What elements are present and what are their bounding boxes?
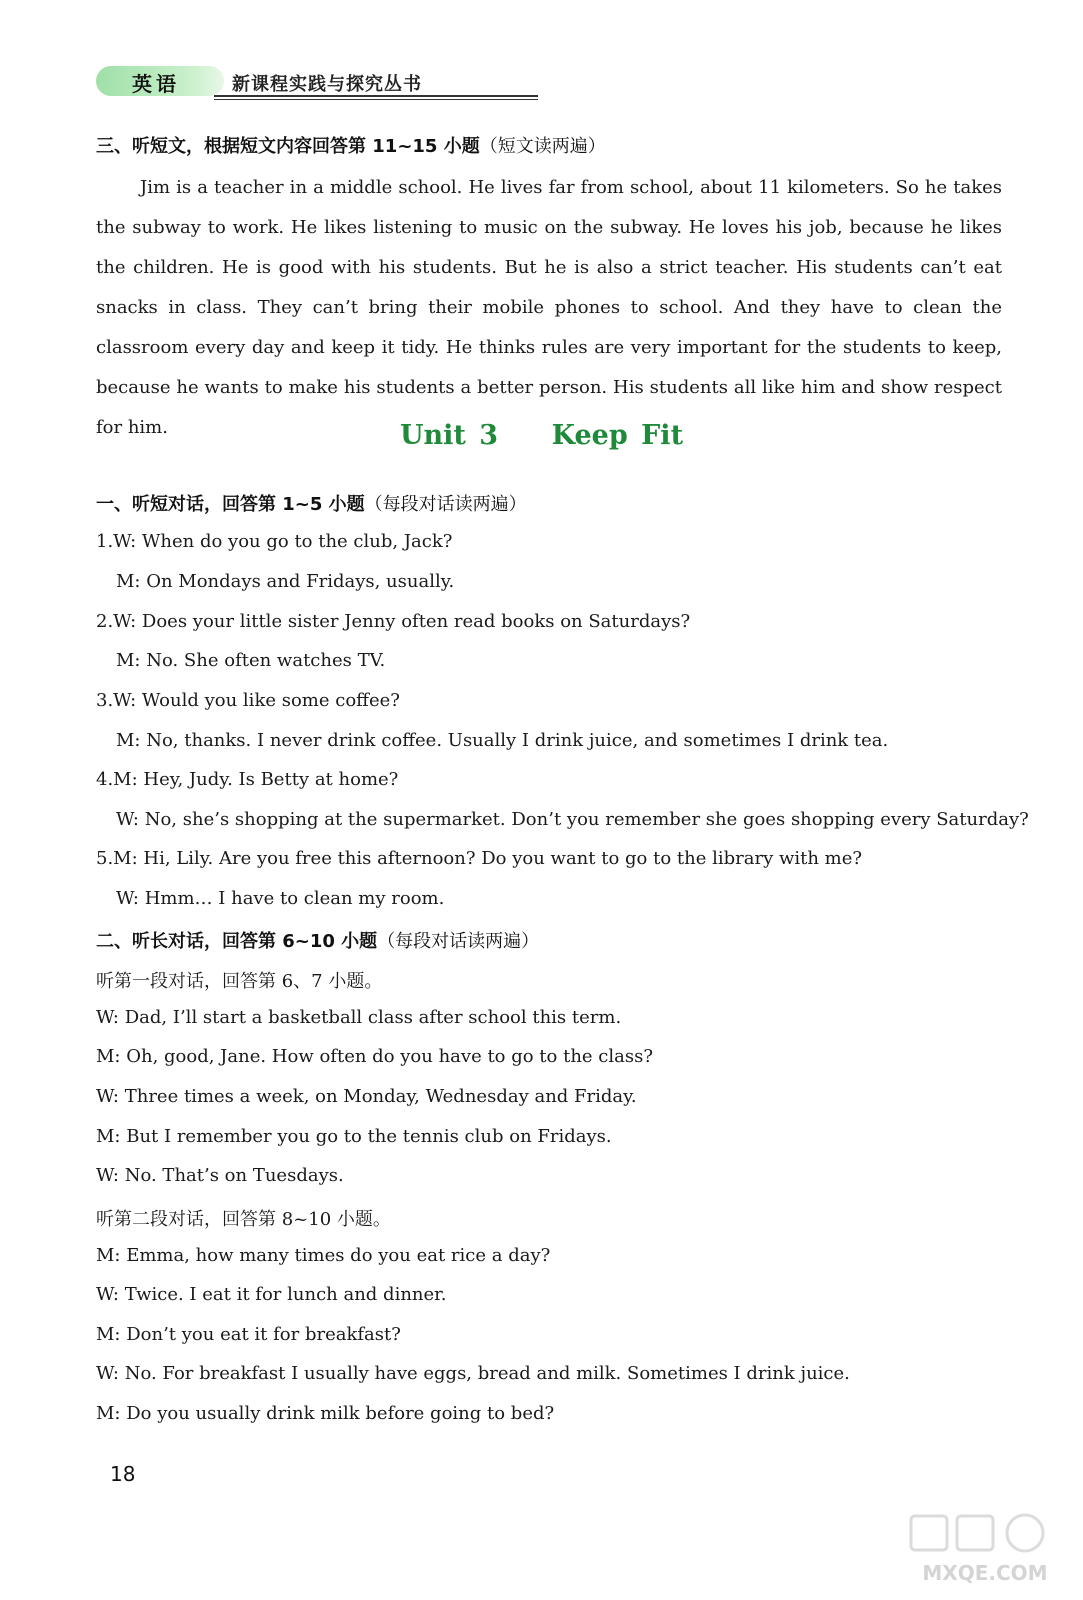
page-header (96, 66, 441, 100)
dialogue-line: 5.M: Hi, Lily. Are you free this afternoon? Do you want to go to the library with me? (96, 848, 863, 869)
header-divider (214, 95, 538, 97)
dialogue-line: 2.W: Does your little sister Jenny often read books on Saturdays? (96, 611, 691, 632)
dialogue-line: M: No. She often watches TV. (116, 650, 386, 671)
part1-heading-text: 一、听短对话，回答第 1~5 小题 (96, 494, 365, 515)
dialogue-line: M: Emma, how many times do you eat rice a day? (96, 1245, 551, 1266)
part2-heading-text: 二、听长对话，回答第 6~10 小题 (96, 931, 378, 952)
part2-heading (96, 927, 539, 953)
dialogue-line: M: Don’t you eat it for breakfast? (96, 1324, 401, 1345)
dialogue-line: 3.W: Would you like some coffee? (96, 690, 400, 711)
dialogue-line: W: Three times a week, on Monday, Wednesday and Friday. (96, 1086, 637, 1107)
unit-title: Unit 3 Keep Fit (399, 420, 684, 451)
dialogue-line: W: Dad, I’ll start a basketball class after school this term. (96, 1007, 622, 1028)
dialogue-line: W: No. That’s on Tuesdays. (96, 1165, 344, 1186)
dialogue-intro: 听第一段对话，回答第 6、7 小题。 (96, 971, 383, 992)
dialogue-intro: 听第二段对话，回答第 8~10 小题。 (96, 1209, 391, 1230)
subject-label: 英语 (132, 72, 180, 96)
section3-heading (96, 132, 606, 158)
dialogue-line: W: Hmm… I have to clean my room. (116, 888, 445, 909)
header-divider-thin (214, 99, 538, 100)
dialogue-line: W: No, she’s shopping at the supermarket. Don’t you remember she goes shopping every Saturday? (116, 809, 1029, 830)
part2-heading-note: （每段对话读两遍） (377, 931, 540, 952)
dialogue-line: W: Twice. I eat it for lunch and dinner. (96, 1284, 447, 1305)
dialogue-line: 4.M: Hey, Judy. Is Betty at home? (96, 769, 399, 790)
section3-heading-note: （短文读两遍） (479, 136, 606, 157)
dialogue-line: M: But I remember you go to the tennis club on Fridays. (96, 1126, 612, 1147)
dialogue-line: M: Do you usually drink milk before going to bed? (96, 1403, 555, 1424)
section3-heading-text: 三、听短文，根据短文内容回答第 11~15 小题 (96, 136, 480, 157)
subject-badge (96, 66, 224, 96)
series-title: 新课程实践与探究丛书 (232, 74, 422, 95)
dialogue-line: 1.W: When do you go to the club, Jack? (96, 531, 453, 552)
dialogue-line: M: No, thanks. I never drink coffee. Usually I drink juice, and sometimes I drink tea. (116, 730, 889, 751)
watermark-logo (905, 1510, 1065, 1590)
part1-heading-note: （每段对话读两遍） (364, 494, 527, 515)
dialogue-line: W: No. For breakfast I usually have eggs, bread and milk. Sometimes I drink juice. (96, 1363, 850, 1384)
dialogue-line: M: Oh, good, Jane. How often do you have to go to the class? (96, 1046, 653, 1067)
watermark-text: MXQE.COM (922, 1561, 1048, 1585)
part1-heading (96, 490, 527, 516)
dialogue-line: M: On Mondays and Fridays, usually. (116, 571, 455, 592)
page-number: 18 (110, 1462, 136, 1486)
listening-passage: Jim is a teacher in a middle school. He lives far from school, about 11 kilometers. So he takes the subway to work. He likes listening to music on the subway. He loves his job, because he likes the children. He is good with his students. But he is also a strict teacher. His students can’t eat snacks in class. They can’t bring their mobile phones to school. And they have to clean the classroom every day and keep it tidy. He thinks rules are very important for the students to keep, because he wants to make his students a better person. His students all like him and show respect for him. (96, 177, 1002, 438)
